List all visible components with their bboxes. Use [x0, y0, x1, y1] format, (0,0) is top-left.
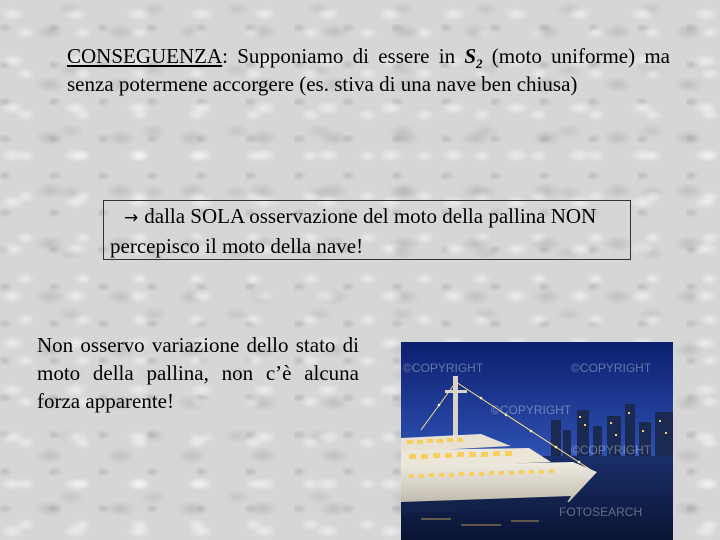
- watermark-3: ©COPYRIGHT: [491, 403, 572, 417]
- watermark-5: FOTOSEARCH: [559, 505, 643, 519]
- right-arrow-icon: →: [124, 208, 139, 228]
- callout-text: dalla SOLA osservazione del moto della pallina NON percepisco il moto della nave!: [110, 204, 597, 258]
- frame-variable-letter: S: [464, 44, 476, 68]
- ship-photo-illustration: [401, 342, 673, 540]
- intro-paragraph: [67, 42, 670, 98]
- callout-box: [103, 200, 631, 260]
- ship-photo: [401, 342, 673, 540]
- intro-text-before: : Supponiamo di essere in: [222, 44, 465, 68]
- watermark-2: ©COPYRIGHT: [571, 361, 652, 375]
- frame-variable: [464, 44, 483, 72]
- watermark-1: ©COPYRIGHT: [403, 361, 484, 375]
- intro-heading: CONSEGUENZA: [67, 44, 223, 68]
- intro-text-after: (moto uniforme) ma senza potermene accorgere (es. stiva di una nave ben chiusa): [67, 44, 670, 96]
- watermark-4: ©COPYRIGHT: [571, 443, 652, 457]
- conclusion-paragraph: Non osservo variazione dello stato di moto della pallina, non c’è alcuna forza apparente!: [37, 333, 359, 413]
- frame-variable-subscript: 2: [476, 56, 483, 72]
